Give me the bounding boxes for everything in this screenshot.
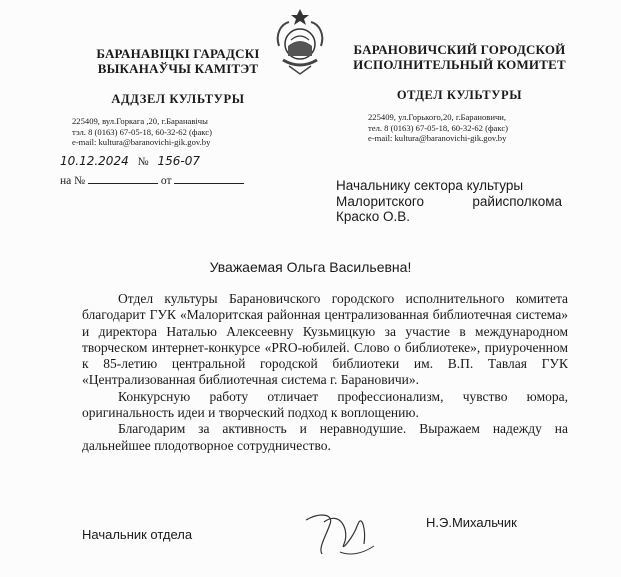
signatory-name: Н.Э.Михальчик [426,515,517,530]
reg-number: 156-07 [157,154,200,168]
letter-body [82,291,568,454]
address-left: 225409, вул.Горкага ,20, г.Баранавічы тэл. 8 (0163) 67-05-18, 60-32-62 (факс) e-mail: kultura@baranovichi-gik.gov.by [72,116,212,148]
org-name-ru-line2: ИСПОЛНИТЕЛЬНЫЙ КОМИТЕТ [353,57,566,72]
dept-name-by: АДДЗЕЛ КУЛЬТУРЫ [111,92,245,106]
address-right: 225409, ул.Горького,20, г.Барановичи, тел. 8 (0163) 67-05-18, 60-32-62 (факс) e-mail: kultura@baranovichi-gik.gov.by [368,112,508,144]
paragraph: Конкурсную работу отличает профессионализм, чувство юмора, оригинальность идеи и творческий подход к воплощению. [82,388,568,421]
signatory-title: Начальник отдела [82,527,193,542]
coat-of-arms-icon [269,6,331,78]
org-name-ru-line1: БАРАНОВИЧСКИЙ ГОРОДСКОЙ [353,42,566,57]
reg-date: 10.12.2024 [60,154,129,168]
header-left [78,46,278,107]
paragraph: Благодарим за активность и неравнодушие. Выражаем надежду на дальнейшее плодотворное сотрудничество. [82,421,568,453]
org-name-by-line2: ВЫКАНАЎЧЫ КАМІТЭТ [97,61,259,76]
handwritten-signature [300,500,380,560]
registration-line: 10.12.2024 № 156-07 [60,154,200,168]
dept-name-ru: ОТДЕЛ КУЛЬТУРЫ [396,88,523,102]
org-name-by-line1: БАРАНАВІЦКІ ГАРАДСКІ [96,46,260,61]
paragraph: Отдел культуры Барановичского городского исполнительного комитета благодарит ГУК «Малоритская районная централизованная библиотечная система» и директора Наталью Алексеевну Кузьмицкую за участие в международном творческом интернет-конкурсе «PRO-юбилей. Слово о библиотеке», приуроченном к 85-летию центральной городской библиотеки им. В.П. Тавлая ГУК «Централизованная библиотечная система г. Барановичи». [82,291,568,388]
header-right [352,42,567,103]
reference-line: на № от [60,172,244,187]
salutation: Уважаемая Ольга Васильевна! [209,259,412,275]
addressee-block: Начальнику сектора культуры Малоритского райисполкома Краско О.В. [336,178,562,224]
